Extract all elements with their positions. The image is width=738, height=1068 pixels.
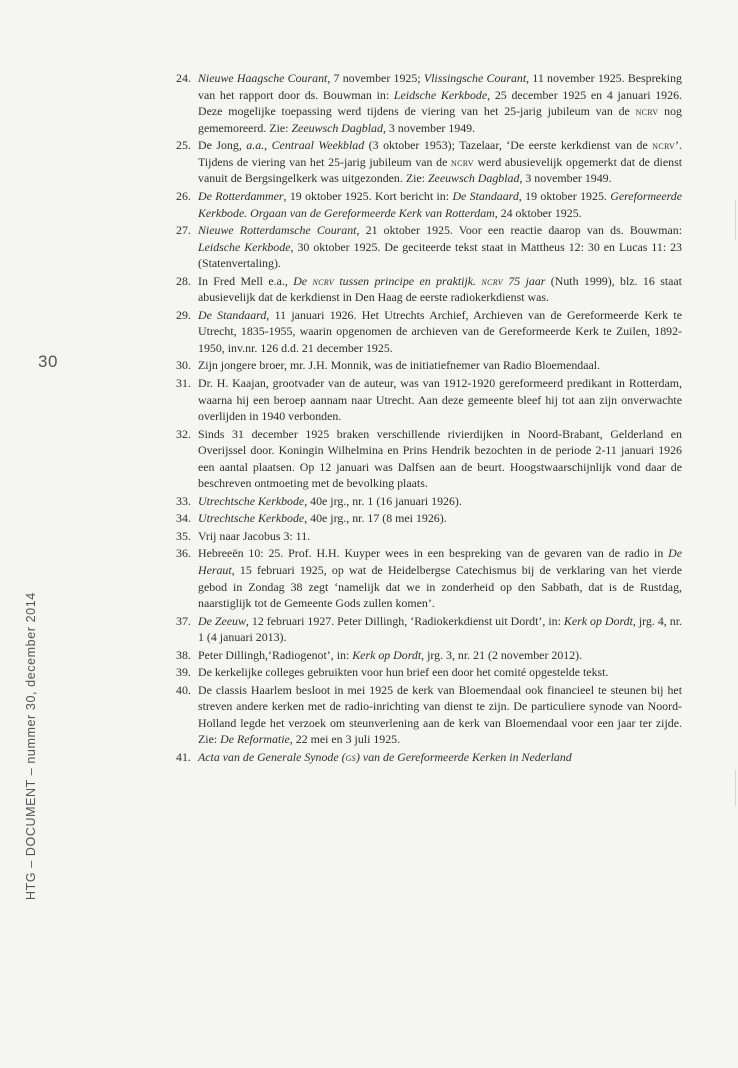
endnote-number: 36.	[176, 546, 191, 561]
endnote-text-run: De Jong,	[198, 138, 247, 153]
endnote-item	[176, 70, 682, 136]
endnote-item	[176, 545, 682, 611]
endnote-text-run: Centraal Weekblad	[271, 138, 365, 153]
endnote-item	[176, 375, 682, 425]
endnote-text-run: De Standaard	[452, 188, 519, 203]
endnote-text-run: , 12 februari 1927. Peter Dillingh, ‘Radiokerkdienst uit Dordt’, in:	[245, 613, 564, 628]
endnote-text	[198, 274, 682, 305]
endnote-text-run: Vlissingsche Courant	[423, 71, 527, 85]
endnote-item	[176, 528, 682, 545]
endnote-text-run: De Rotterdammer	[198, 188, 284, 203]
endnote-number: 30.	[176, 358, 191, 373]
endnote-text	[198, 683, 682, 747]
endnote-number: 37.	[176, 613, 191, 628]
endnote-item	[176, 222, 682, 272]
endnote-text-run: Nieuwe Rotterdamsche Courant	[198, 223, 357, 238]
endnote-text-run: nog gememoreerd. Zie:	[198, 104, 682, 135]
endnote-number: 33.	[176, 493, 191, 508]
endnote-text-run: a.a.	[246, 138, 265, 153]
endnote-text	[198, 665, 608, 679]
endnote-text	[198, 546, 682, 610]
endnote-item	[176, 664, 682, 681]
endnote-text-run: , 15 februari 1925, op wat de Heidelbergse Catechismus bij de verklaring van het vierde gebod in Zondag 38 zegt ‘namelijk dat we in zonderheid op den Sabbath, dat is de Rustdag, naarstiglijk tot de Gemeente Gods zullen komen’.	[198, 562, 682, 611]
endnote-number: 29.	[176, 307, 191, 322]
endnote-text-run: Vrij naar Jacobus 3: 11.	[198, 528, 311, 543]
endnote-item	[176, 426, 682, 492]
endnote-number: 39.	[176, 665, 191, 680]
endnote-text-run: Sinds 31 december 1925 braken verschillende rivierdijken in Noord-Brabant, Gelderland en Overijssel door. Koningin Wilhelmina en Prins Hendrik bezochten in de periode 2-11 januari 1926 een aantal plaatsen. Op 12 januari was Dalfsen aan de beurt. Hoogstwaarschijnlijk vond daar de beschreven ontmoeting met de bevolking plaats.	[198, 426, 682, 491]
endnote-number: 41.	[176, 749, 191, 764]
endnote-number: 38.	[176, 647, 191, 662]
endnote-text-run: Leidsche Kerkbode	[198, 239, 291, 254]
endnote-text-run: De kerkelijke colleges gebruikten voor hun brief een door het comité opgestelde tekst.	[198, 665, 609, 680]
endnote-text-run: , 3 november 1949.	[519, 171, 612, 186]
endnote-text-run: Acta van de Generale Synode (	[198, 749, 346, 764]
endnote-text-run: Zeeuwsch Dagblad	[427, 171, 520, 186]
endnote-text-run: , 24 oktober 1925.	[494, 205, 582, 220]
endnote-text-run: , 11 november 1925. Bespreking van het rapport door ds. Bouwman in:	[198, 71, 682, 102]
endnote-text-run: , jrg. 4, nr. 1 (4 januari 2013).	[198, 613, 682, 645]
endnote-item	[176, 749, 682, 766]
endnote-item	[176, 682, 682, 748]
endnote-text-run: Dr. H. Kaajan, grootvader van de auteur, was van 1912-1920 gereformeerd predikant in Rotterdam, waarna hij een beroep aannam naar Utrecht. Aan deze gemeente bleef hij tot aan zijn onverwachte overlijden in 1940 verbonden.	[198, 375, 682, 424]
endnote-text-run: 40e jrg., nr. 1 (16 januari 1926).	[307, 493, 462, 508]
endnote-item	[176, 307, 682, 357]
endnote-text-run: In Fred Mell e.a.,	[198, 273, 294, 288]
endnote-item	[176, 357, 682, 374]
endnote-text-run: De Reformatie	[220, 732, 290, 747]
endnote-number: 24.	[176, 71, 191, 85]
endnote-item	[176, 647, 682, 664]
endnote-text-run: , 21 oktober 1925. Voor een reactie daarop van ds. Bouwman:	[356, 223, 683, 238]
endnote-text-run: ncrv	[635, 104, 659, 119]
endnote-item	[176, 273, 682, 306]
endnote-text	[198, 308, 682, 355]
endnote-text-run: ,	[264, 138, 272, 153]
endnote-text	[198, 494, 462, 508]
endnote-text-run: De Heraut	[198, 546, 682, 577]
endnote-text-run: Kerk op Dordt	[352, 647, 422, 662]
endnote-text-run: (Nuth 1999), blz. 16 staat abusievelijk dat de kerkdienst in Den Haag de eerste radiokerkdienst was.	[198, 273, 682, 305]
endnote-text-run: , 22 mei en 3 juli 1925.	[289, 732, 401, 747]
scan-edge-mark	[735, 200, 736, 240]
endnote-text-run: ) van de Gereformeerde Kerken in Nederland	[355, 749, 572, 764]
endnote-text-run: , 7 november 1925;	[327, 71, 424, 85]
endnote-text-run: , 25 december 1925 en 4 januari 1926. Deze mogelijke toepassing werd tijdens de viering van het 25-jarig jubileum van de	[198, 87, 682, 119]
endnote-text-run: Kerk op Dordt	[563, 613, 633, 628]
endnote-text-run: Leidsche Kerkbode	[393, 87, 488, 102]
endnote-text-run: werd abusievelijk opgemerkt dat de dienst vanuit de Bergsingelkerk was uitgezonden. Zie:	[198, 154, 682, 186]
endnote-text-run: De	[293, 273, 313, 288]
endnote-text-run: ncrv	[312, 273, 334, 288]
endnote-text-run: (3 oktober 1953); Tazelaar, ‘De eerste kerkdienst van de	[364, 138, 653, 153]
endnote-text	[198, 511, 447, 525]
endnote-text	[198, 189, 682, 220]
endnote-number: 34.	[176, 511, 191, 526]
endnote-text-run: ncrv	[481, 273, 503, 288]
endnote-number: 31.	[176, 375, 191, 390]
endnote-text	[198, 427, 682, 491]
endnote-text-run: 75 jaar	[502, 273, 546, 288]
endnote-text	[198, 358, 600, 372]
page-number: 30	[38, 352, 58, 371]
endnote-text-run: , jrg. 3, nr. 21 (2 november 2012).	[421, 647, 583, 662]
endnote-text	[198, 138, 682, 185]
endnote-item	[176, 493, 682, 510]
endnote-text-run: De Zeeuw	[198, 613, 246, 628]
endnote-text	[198, 750, 572, 764]
endnote-number: 25.	[176, 138, 191, 153]
endnote-text	[198, 614, 682, 645]
endnote-text	[198, 71, 682, 135]
endnote-number: 35.	[176, 528, 191, 543]
endnote-text-run: Nieuwe Haagsche Courant	[198, 71, 328, 85]
endnote-text-run: , 19 oktober 1925. Kort bericht in:	[283, 188, 453, 203]
endnote-text-run: gs	[345, 749, 356, 764]
endnote-number: 27.	[176, 223, 191, 238]
endnote-text-run: Utrechtsche Kerkbode	[198, 511, 305, 526]
endnote-text-run: De Standaard	[198, 307, 267, 322]
endnote-item	[176, 137, 682, 187]
endnote-text-run: Gereformeerde Kerkbode. Orgaan van de Gereformeerde Kerk van Rotterdam	[198, 188, 683, 220]
endnote-text-run: tussen principe en praktijk.	[333, 273, 482, 288]
endnote-text	[198, 376, 682, 423]
running-footer: HTG – DOCUMENT – nummer 30, december 2014	[24, 592, 38, 900]
endnote-text	[198, 648, 582, 662]
endnote-text-run: Utrechtsche Kerkbode,	[198, 493, 308, 508]
endnote-text-run: Zeeuwsch Dagblad	[291, 120, 383, 135]
endnotes-list	[176, 70, 682, 766]
endnote-text	[198, 529, 310, 543]
endnote-text-run: Peter Dillingh,‘Radiogenot’, in:	[198, 647, 353, 662]
endnote-text-run: , 30 oktober 1925. De geciteerde tekst staat in Mattheus 12: 30 en Lucas 11: 23 (Statenvertaling).	[198, 239, 682, 271]
endnote-item	[176, 188, 682, 221]
endnote-text-run: ncrv	[652, 138, 676, 153]
endnote-item	[176, 613, 682, 646]
endnote-text-run: De classis Haarlem besloot in mei 1925 de kerk van Bloemendaal ook financieel te steunen bij het streven andere kerken met de radio-inrichting van dienst te zijn. De particuliere synode van Noord-Holland legde het verzoek om steunverlening aan de kerk van Bloemendaal voor een jaar ter zijde. Zie:	[198, 682, 682, 747]
endnote-text-run: , 19 oktober 1925.	[518, 188, 611, 203]
scan-edge-mark	[735, 770, 736, 806]
endnote-text-run: ncrv	[451, 154, 474, 169]
endnote-text-run: Hebreeën 10: 25. Prof. H.H. Kuyper wees in een bespreking van de gevaren van de radio in	[198, 546, 669, 561]
endnote-text-run: ’. Tijdens de viering van het 25-jarig jubileum van de	[198, 138, 682, 169]
endnote-number: 28.	[176, 273, 191, 288]
endnote-text-run: , 11 januari 1926. Het Utrechts Archief, Archieven van de Gereformeerde Kerk te Utrecht, 1835-1955, waarin opgenomen de archieven van de Gereformeerde Kerk te Zuilen, 1892-1950, inv.nr. 126 d.d. 21 december 1925.	[198, 307, 682, 355]
endnote-item	[176, 510, 682, 527]
endnote-number: 32.	[176, 426, 191, 441]
endnote-number: 26.	[176, 188, 191, 203]
endnote-text-run: , 3 november 1949.	[382, 120, 476, 135]
endnote-text-run: , 40e jrg., nr. 17 (8 mei 1926).	[304, 511, 447, 526]
endnote-text	[198, 223, 682, 270]
endnote-number: 40.	[176, 682, 191, 697]
endnote-text-run: Zijn jongere broer, mr. J.H. Monnik, was de initiatiefnemer van Radio Bloemendaal.	[198, 358, 601, 373]
